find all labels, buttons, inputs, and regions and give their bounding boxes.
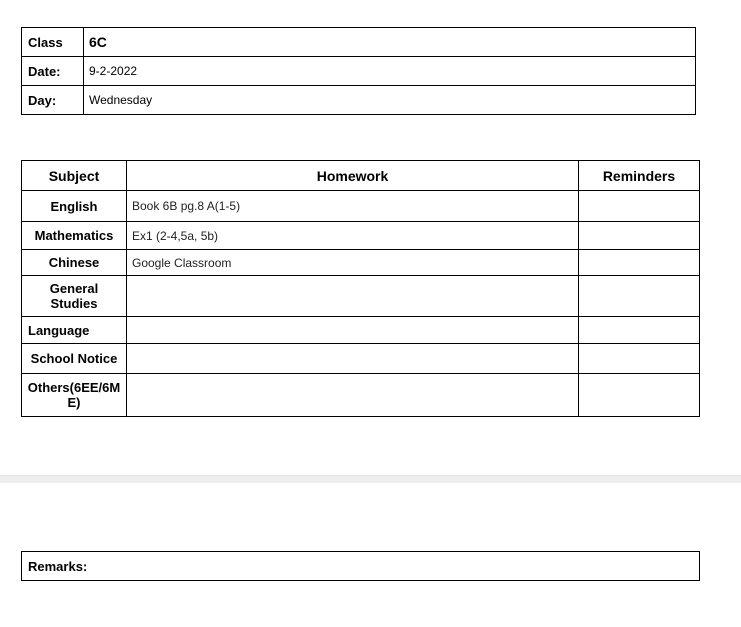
day-label: Day: (22, 86, 84, 115)
reminders-cell[interactable] (579, 191, 700, 222)
homework-cell[interactable] (127, 344, 579, 374)
reminders-cell[interactable] (579, 374, 700, 417)
homework-table (21, 160, 700, 417)
subject-cell: School Notice (22, 344, 127, 374)
class-value[interactable]: 6C (84, 28, 696, 57)
remarks-row (22, 552, 700, 581)
header-row (22, 161, 700, 191)
table-row (22, 374, 700, 417)
reminders-header: Reminders (579, 161, 700, 191)
subject-header: Subject (22, 161, 127, 191)
subject-cell: General Studies (22, 276, 127, 317)
subject-cell: Mathematics (22, 222, 127, 250)
table-row (22, 222, 700, 250)
homework-cell[interactable] (127, 374, 579, 417)
date-row (22, 57, 696, 86)
subject-cell: Chinese (22, 250, 127, 276)
homework-header: Homework (127, 161, 579, 191)
day-row (22, 86, 696, 115)
reminders-cell[interactable] (579, 250, 700, 276)
homework-cell[interactable]: Ex1 (2-4,5a, 5b) (127, 222, 579, 250)
date-value[interactable]: 9-2-2022 (84, 57, 696, 86)
table-row (22, 276, 700, 317)
table-row (22, 317, 700, 344)
subject-cell: English (22, 191, 127, 222)
subject-cell: Others(6EE/6ME) (22, 374, 127, 417)
remarks-table (21, 551, 700, 581)
homework-cell[interactable] (127, 276, 579, 317)
reminders-cell[interactable] (579, 276, 700, 317)
reminders-cell[interactable] (579, 344, 700, 374)
homework-cell[interactable] (127, 317, 579, 344)
homework-cell[interactable]: Google Classroom (127, 250, 579, 276)
page-break (0, 475, 741, 483)
subject-cell: Language (22, 317, 127, 344)
reminders-cell[interactable] (579, 317, 700, 344)
day-value[interactable]: Wednesday (84, 86, 696, 115)
class-label: Class (22, 28, 84, 57)
reminders-cell[interactable] (579, 222, 700, 250)
table-row (22, 344, 700, 374)
remarks-label[interactable]: Remarks: (22, 552, 700, 581)
table-row (22, 191, 700, 222)
date-label: Date: (22, 57, 84, 86)
class-info-table (21, 27, 696, 115)
homework-cell[interactable]: Book 6B pg.8 A(1-5) (127, 191, 579, 222)
table-row (22, 250, 700, 276)
class-row (22, 28, 696, 57)
